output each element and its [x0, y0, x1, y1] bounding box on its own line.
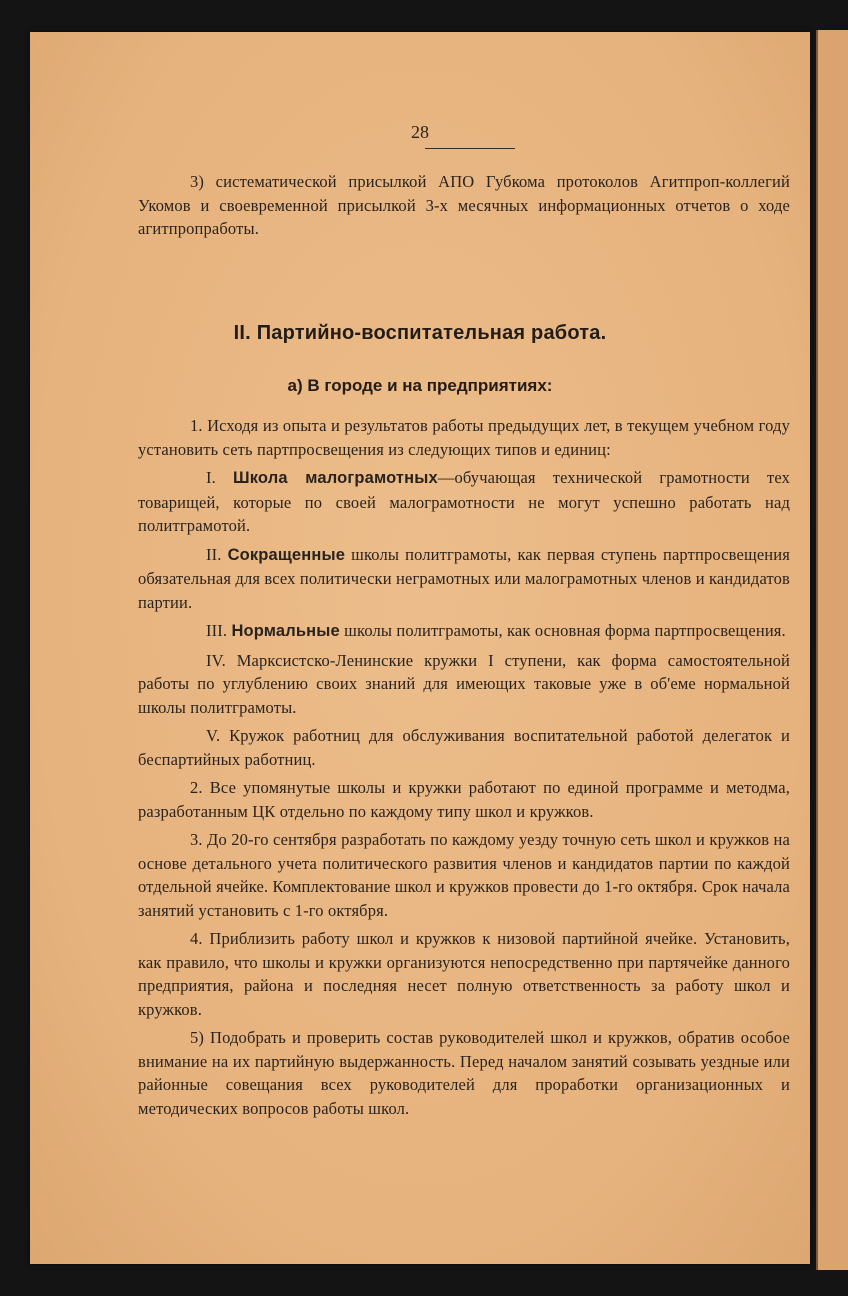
type-1-bold: Школа малограмотных — [233, 469, 438, 487]
paragraph-type-5: V. Кружок работниц для обслуживания воспитательной работой делегаток и беспартийных работниц. — [138, 726, 790, 769]
intro-block — [138, 170, 790, 241]
document-page — [30, 32, 810, 1264]
paragraph-type-3 — [138, 619, 790, 644]
paragraph-type-2 — [138, 543, 790, 615]
paragraph-item-2: 2. Все упомянутые школы и кружки работают по единой программе и методма, разработанным ЦК отдельно по каждому типу школ и кружков. — [138, 778, 790, 821]
adjacent-page-edge — [816, 30, 848, 1270]
paragraph-item-1: 1. Исходя из опыта и результатов работы предыдущих лет, в текущем учебном году установить сеть партпросвещения из следующих типов и единиц: — [138, 416, 790, 459]
subsection-title: а) В городе и на предприятиях: — [287, 376, 553, 395]
type-2-rest: школы политграмоты, как первая ступень партпросвещения обязательная для всех политически неграмотных или малограмотных членов и кандидатов партии. — [138, 544, 790, 612]
type-2-numeral: II. — [206, 544, 228, 564]
type-2-bold: Сокращенные — [227, 545, 346, 564]
paragraph-item-3: 3. До 20-го сентября разработать по каждому уезду точную сеть школ и кружков на основе детального учета политического развития членов и кандидатов партии по каждой отдельной ячейке. Комплектование школ и кружков провести до 1-го октября. Срок начала занятий установить с 1-го октября. — [138, 830, 790, 920]
type-1-numeral: I. — [206, 468, 234, 487]
page-number-rule — [425, 148, 515, 149]
body-text — [138, 414, 790, 1120]
type-3-bold: Нормальные — [231, 622, 340, 640]
paragraph-type-1 — [138, 466, 790, 538]
type-1-rest: —обучающая технической грамотности тех товарищей, которые по своей малограмотности не могут успешно работать над политграмотой. — [138, 468, 790, 535]
paragraph-item-4: 4. Приблизить работу школ и кружков к низовой партийной ячейке. Установить, как правило, что школы и кружки организуются непосредственно при партячейке данного предприятия, района и последняя несет полную ответственность за работу школ и кружков. — [138, 929, 790, 1019]
page-number: 28 — [411, 122, 429, 142]
paragraph-type-4: IV. Марксистско-Ленинские кружки I ступени, как форма самостоятельной работы по углублению своих знаний для имеющих таковые уже в об'еме нормальной школы политграмоты. — [138, 650, 790, 717]
type-3-rest: школы политграмоты, как основная форма партпросвещения. — [339, 621, 786, 640]
type-3-numeral: III. — [206, 621, 232, 640]
paragraph-item-5: 5) Подобрать и проверить состав руководителей школ и кружков, обратив особое внимание на их партийную выдержанность. Перед началом занятий созывать уездные или районные совещания всех руководителей для проработки организационных и методических вопросов работы школ. — [138, 1028, 790, 1118]
section-title: II. Партийно-воспитательная работа. — [233, 322, 607, 344]
intro-paragraph: 3) систематической присылкой АПО Губкома протоколов Агитпроп-коллегий Укомов и своевременной присылкой 3-х месячных информационных отчетов о ходе агитпропработы. — [138, 172, 790, 238]
